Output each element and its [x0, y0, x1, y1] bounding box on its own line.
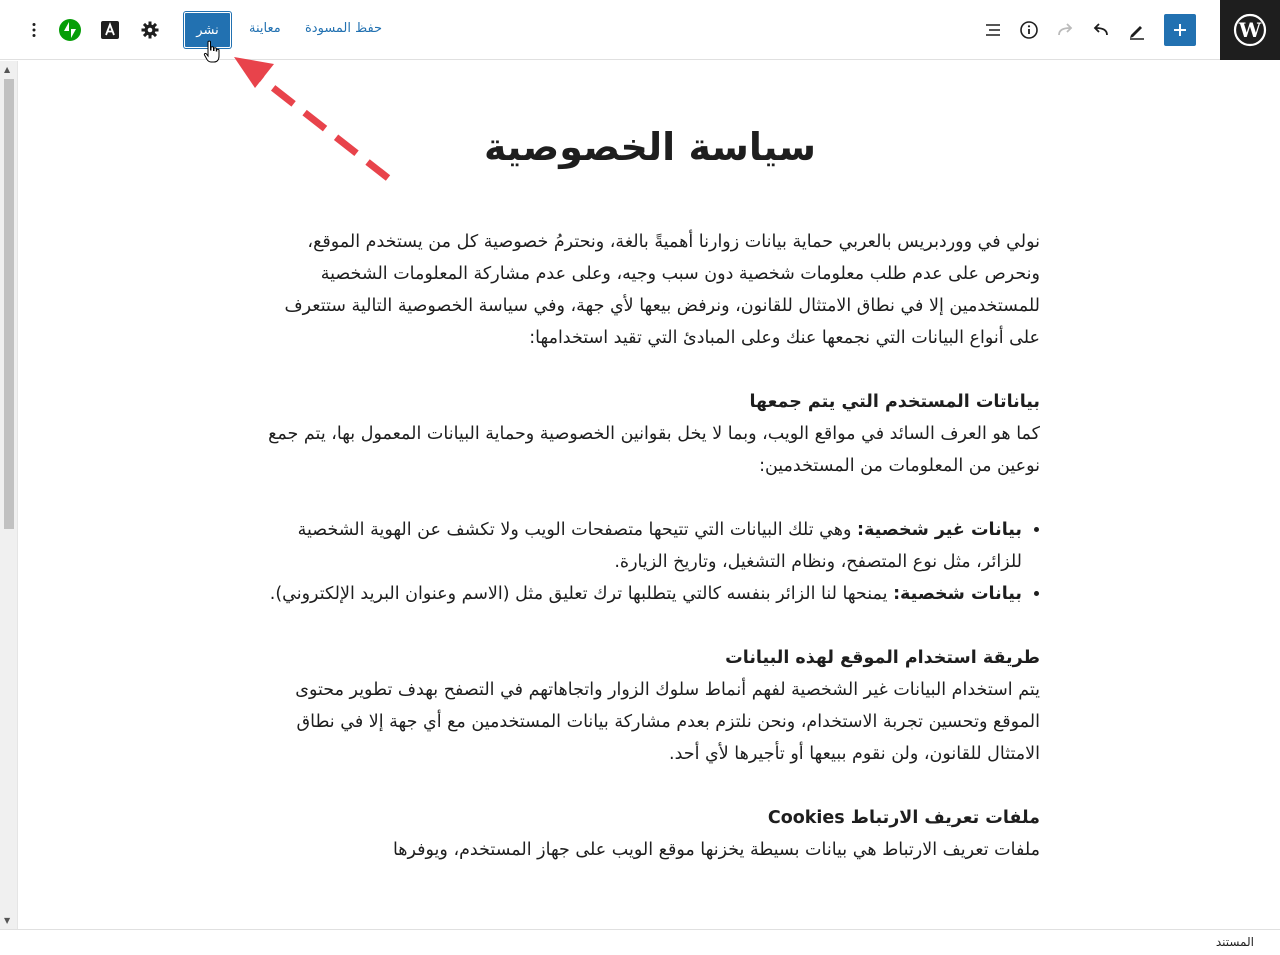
amp-icon [100, 20, 120, 40]
scrollbar-thumb[interactable] [4, 79, 14, 529]
redo-icon [1055, 20, 1075, 40]
list-view-button[interactable] [977, 14, 1009, 46]
section-paragraph-data-usage[interactable]: يتم استخدام البيانات غير الشخصية لفهم أنماط سلوك الزوار واتجاهاتهم في التصفح بهدف تطوير محتوى الموقع وتحسين تجربة الاستخدام، ونحن نلتزم بعدم مشاركة بيانات المستخدمين مع أي جهة إلا في نطاق الامتثال للقانون، ولن نقوم ببيعها أو تأجيرها لأي أحد. [295, 680, 1040, 764]
edit-tools-button[interactable] [1121, 14, 1153, 46]
vertical-ellipsis-icon [24, 20, 44, 40]
list-view-icon [983, 20, 1003, 40]
undo-icon [1091, 20, 1111, 40]
pencil-icon [1127, 20, 1147, 40]
list-item-bold: بيانات غير شخصية: [856, 520, 1022, 540]
settings-button[interactable] [134, 14, 166, 46]
post-content [262, 226, 1040, 866]
data-types-list [262, 514, 1040, 610]
info-icon [1019, 20, 1039, 40]
editor-toolbar [0, 0, 1280, 60]
wordpress-logo-icon[interactable] [1220, 0, 1280, 60]
plus-icon [1172, 22, 1188, 38]
gear-icon [140, 20, 160, 40]
section-paragraph-cookies[interactable]: ملفات تعريف الارتباط هي بيانات بسيطة يخزنها موقع الويب على جهاز المستخدم، ويوفرها [392, 840, 1040, 860]
section-paragraph-user-data[interactable]: كما هو العرف السائد في مواقع الويب، وبما لا يخل بقوانين الخصوصية وحماية البيانات المعمول بها، يتم جمع نوعين من المعلومات من المستخدمين: [268, 424, 1040, 476]
list-item[interactable] [262, 578, 1022, 610]
svg-text:W: W [1238, 18, 1262, 42]
section-heading-user-data[interactable]: بياناتات المستخدم التي يتم جمعها [749, 392, 1040, 412]
jetpack-button[interactable] [54, 14, 86, 46]
hand-cursor-icon [203, 40, 221, 64]
save-draft-button[interactable]: حفظ المسودة [305, 21, 383, 36]
scroll-up-arrow-icon[interactable]: ▲ [4, 65, 11, 74]
more-options-button[interactable] [18, 14, 50, 46]
section-heading-data-usage[interactable]: طريقة استخدام الموقع لهذه البيانات [725, 648, 1040, 668]
editor-footer [0, 929, 1280, 955]
list-item-text: وهي تلك البيانات التي تتيحها متصفحات الويب ولا تكشف عن الهوية الشخصية للزائر، مثل نوع المتصفح، ونظام التشغيل، وتاريخ الزيارة. [297, 520, 1022, 572]
add-block-button[interactable] [1164, 14, 1196, 46]
preview-button[interactable]: معاينة [249, 21, 281, 36]
list-item-text: يمنحها لنا الزائر بنفسه كالتي يتطلبها ترك تعليق مثل (الاسم وعنوان البريد الإلكتروني). [269, 584, 894, 604]
amp-button[interactable] [94, 14, 126, 46]
list-item-bold: بيانات شخصية: [893, 584, 1022, 604]
jetpack-icon [58, 18, 82, 42]
undo-button[interactable] [1085, 14, 1117, 46]
intro-paragraph[interactable]: نولي في ووردبريس بالعربي حماية بيانات زوارنا أهميةً بالغة، ونحترمُ خصوصية كل من يستخدم الموقع، ونحرص على عدم طلب معلومات شخصية دون سبب وجيه، وعلى عدم مشاركة المعلومات الشخصية للمستخدمين إلا في نطاق الامتثال للقانون، ونرفض بيعها لأي جهة، وفي سياسة الخصوصية التالية ستتعرف على أنواع البيانات التي نجمعها عنك وعلى المبادئ التي تقيد استخدامها: [284, 232, 1040, 348]
list-item[interactable] [262, 514, 1022, 578]
post-title[interactable]: سياسة الخصوصية [483, 125, 817, 169]
publish-button[interactable]: نشر [184, 12, 231, 48]
breadcrumb[interactable]: المستند [1215, 935, 1254, 949]
details-button[interactable] [1013, 14, 1045, 46]
editor-scrollbar[interactable] [0, 61, 18, 929]
redo-button[interactable] [1049, 14, 1081, 46]
scroll-down-arrow-icon[interactable]: ▼ [4, 916, 11, 925]
section-heading-cookies[interactable]: ملفات تعريف الارتباط Cookies [767, 808, 1040, 828]
